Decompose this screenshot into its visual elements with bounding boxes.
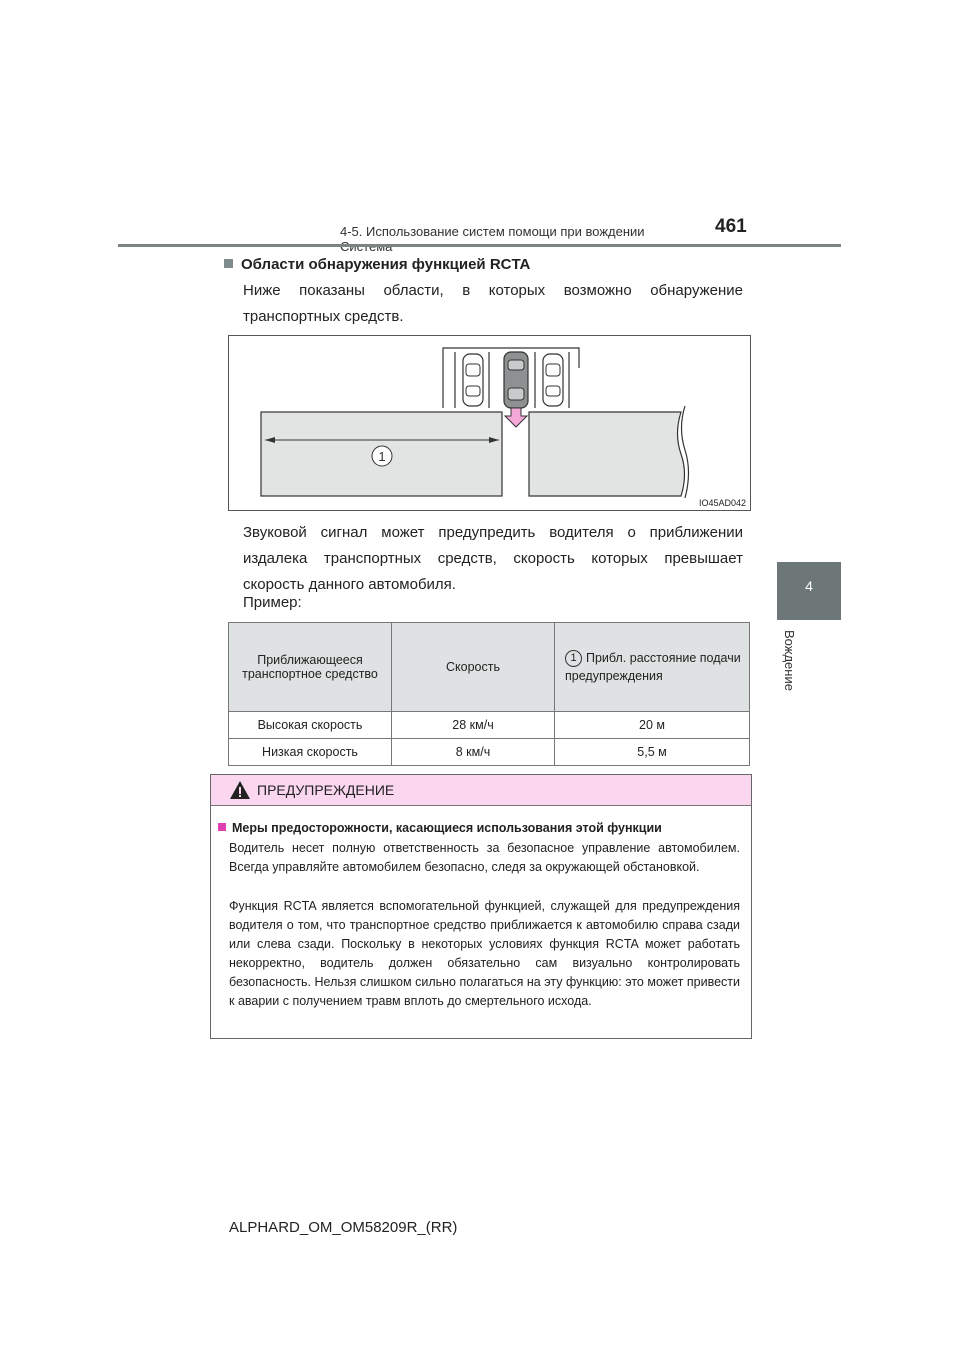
own-vehicle-icon xyxy=(504,352,528,408)
warning-description-paragraph: Звуковой сигнал может предупредить водителя о приближении издалека транспортных средств, скорость которых превышает скорость данного автомобиля. xyxy=(243,524,743,593)
callout-number: 1 xyxy=(378,449,386,464)
chapter-tab-number: 4 xyxy=(805,578,813,594)
warning-distance-table xyxy=(228,622,750,766)
warning-box xyxy=(210,774,752,1039)
header-distance xyxy=(555,623,750,712)
page-number: 461 xyxy=(715,216,747,237)
row-distance: 20 м xyxy=(555,712,750,739)
chapter-tab-label: Вождение xyxy=(782,630,797,691)
row-vehicle: Низкая скорость xyxy=(229,739,392,766)
table-header-row xyxy=(229,623,750,712)
header-divider xyxy=(118,244,841,247)
table-row xyxy=(229,739,750,766)
row-distance: 5,5 м xyxy=(555,739,750,766)
warning-subtitle xyxy=(218,821,662,835)
figure-code: IO45AD042 xyxy=(698,498,746,508)
document-id: ALPHARD_OM_OM58209R_(RR) xyxy=(229,1219,458,1236)
intro-paragraph: Ниже показаны области, в которых возможно обнаружение транспортных средств. xyxy=(243,282,743,325)
reverse-direction-arrow-icon xyxy=(505,408,527,427)
row-vehicle: Высокая скорость xyxy=(229,712,392,739)
row-speed: 8 км/ч xyxy=(392,739,555,766)
warning-paragraph: Функция RCTA является вспомогательной функцией, служащей для предупреждения водителя о том, что транспортное средство приближается к автомобилю справа сзади или слева сзади. Поскольку в некоторых условиях функция RCTA может работать некорректно, водитель должен обязательно сам визуально контролировать безопасность. Нельзя слишком сильно полагаться на эту функцию: это может привести к аварии с получением травм вплоть до смертельного исхода. xyxy=(229,899,740,1008)
header-vehicle: Приближающееся транспортное средство xyxy=(229,623,392,712)
header-speed: Скорость xyxy=(392,623,555,712)
callout-circle-icon: 1 xyxy=(565,650,582,667)
parked-car-right-icon xyxy=(543,354,563,406)
warning-header xyxy=(211,775,751,806)
square-bullet-icon xyxy=(224,259,233,268)
warning-title: ПРЕДУПРЕЖДЕНИЕ xyxy=(257,782,395,798)
header-distance-text: Прибл. расстояние подачи предупреждения xyxy=(565,651,741,683)
warning-subtitle-text: Меры предосторожности, касающиеся использования этой функции xyxy=(232,821,662,835)
warning-triangle-icon xyxy=(229,780,251,800)
right-detection-area xyxy=(529,412,685,496)
warning-paragraph: Водитель несет полную ответственность за безопасное управление автомобилем. Всегда управляйте автомобилем безопасно, следя за окружающей обстановкой. xyxy=(229,841,740,874)
detection-area-figure xyxy=(228,335,751,511)
section-title xyxy=(224,256,530,273)
row-speed: 28 км/ч xyxy=(392,712,555,739)
parked-car-left-icon xyxy=(463,354,483,406)
example-label: Пример: xyxy=(243,594,302,611)
square-bullet-icon xyxy=(218,823,226,831)
table-row xyxy=(229,712,750,739)
section-title-text: Области обнаружения функцией RCTA xyxy=(241,256,531,273)
running-header: 4-5. Использование систем помощи при вождении xyxy=(340,224,645,239)
detection-area-diagram xyxy=(229,336,750,510)
